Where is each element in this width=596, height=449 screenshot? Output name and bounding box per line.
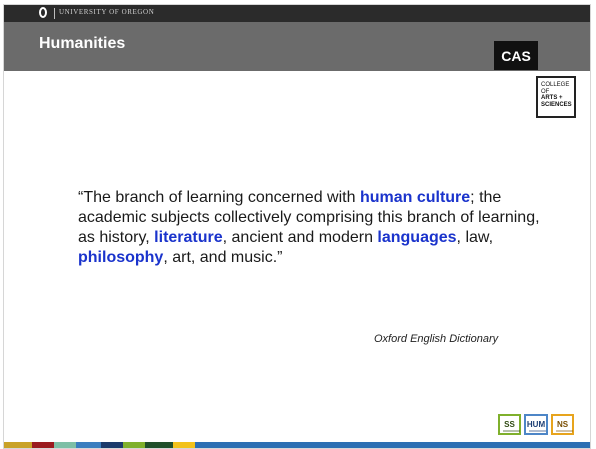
quote-highlight: human culture bbox=[359, 189, 471, 206]
university-name: UNIVERSITY OF OREGON bbox=[59, 8, 155, 16]
quote-text: , ancient and modern bbox=[222, 229, 378, 246]
stripe-segment bbox=[32, 442, 54, 448]
stripe-segment bbox=[76, 442, 101, 448]
quote-text: ; the academic subjects collectively comprising this branch of learning, as history, bbox=[78, 189, 540, 246]
quote-text: , art, and music.” bbox=[163, 249, 283, 266]
definition-quote bbox=[78, 188, 548, 268]
footer-color-stripe bbox=[4, 442, 590, 448]
quote-text: , law, bbox=[456, 229, 494, 246]
quote-highlight: literature bbox=[154, 229, 223, 246]
hum-badge bbox=[524, 414, 548, 435]
stripe-segment bbox=[195, 442, 315, 448]
stripe-segment bbox=[4, 442, 32, 448]
quote-text: “The branch of learning concerned with bbox=[78, 189, 360, 206]
slide bbox=[4, 5, 590, 448]
quote-highlight: philosophy bbox=[78, 249, 164, 266]
hum-badge-label: HUM bbox=[526, 420, 546, 429]
ns-badge-label: NS bbox=[556, 420, 569, 429]
university-bar bbox=[4, 5, 590, 22]
ns-badge bbox=[551, 414, 574, 435]
ss-badge bbox=[498, 414, 521, 435]
stripe-segment bbox=[101, 442, 123, 448]
logo-divider bbox=[54, 8, 55, 19]
college-logo-line: OF bbox=[541, 88, 550, 95]
stripe-segment bbox=[54, 442, 76, 448]
uo-o-logo-icon bbox=[38, 6, 52, 20]
college-logo-line: COLLEGE bbox=[541, 82, 570, 88]
stripe-segment bbox=[173, 442, 195, 448]
cas-logo: CAS bbox=[494, 41, 538, 70]
stripe-segment bbox=[315, 442, 590, 448]
college-of-arts-sciences-logo bbox=[536, 76, 576, 118]
slide-title: Humanities bbox=[39, 35, 126, 52]
quote-highlight: languages bbox=[377, 229, 457, 246]
college-logo-line: ARTS + bbox=[541, 95, 563, 101]
college-logo-line: SCIENCES bbox=[541, 101, 572, 108]
stripe-segment bbox=[123, 442, 145, 448]
ss-badge-label: SS bbox=[504, 420, 515, 429]
quote-source: Oxford English Dictionary bbox=[374, 333, 499, 345]
stripe-segment bbox=[145, 442, 173, 448]
